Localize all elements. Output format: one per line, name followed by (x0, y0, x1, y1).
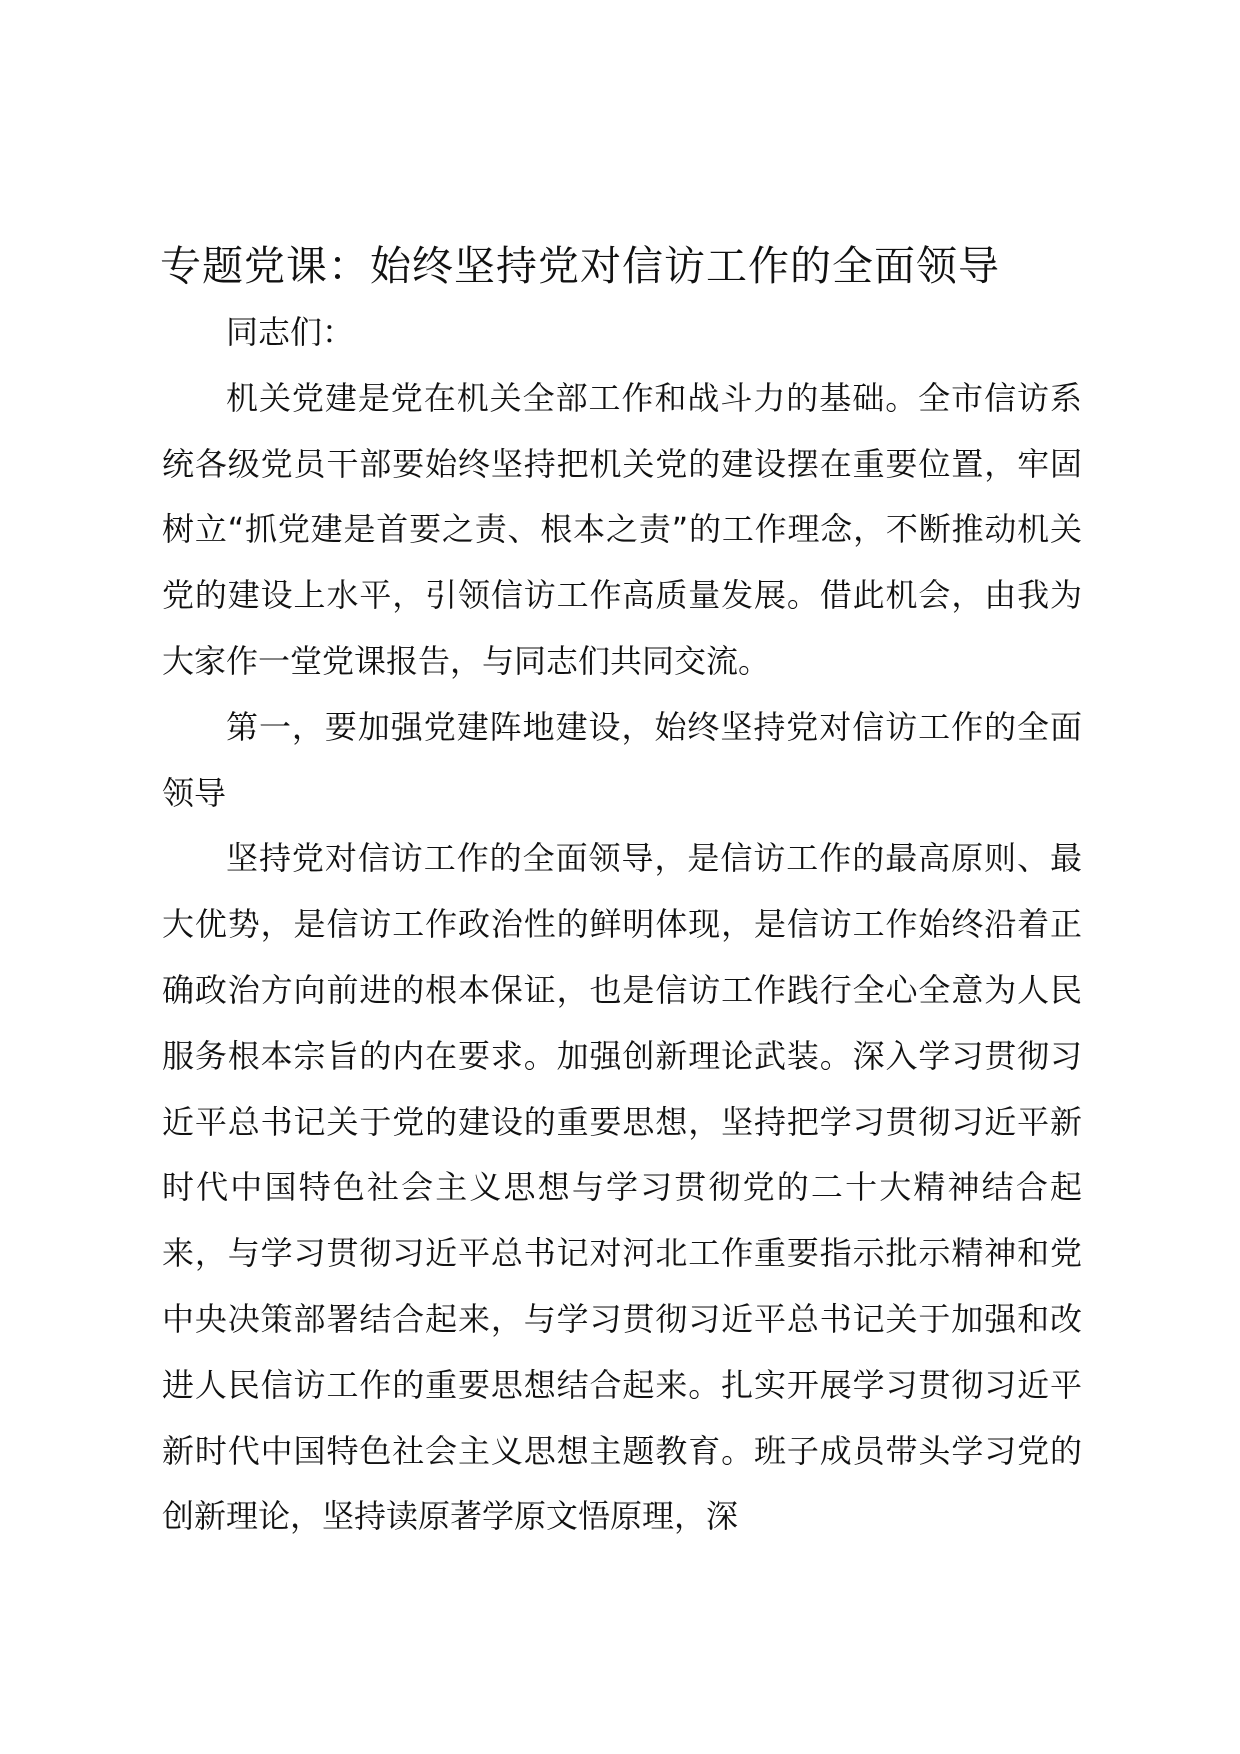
document-body (162, 300, 1082, 1550)
body-paragraph: 坚持党对信访工作的全面领导，是信访工作的最高原则、最大优势，是信访工作政治性的鲜明体现，是信访工作始终沿着正确政治方向前进的根本保证，也是信访工作践行全心全意为人民服务根本宗旨的内在要求。加强创新理论武装。深入学习贯彻习近平总书记关于党的建设的重要思想，坚持把学习贯彻习近平新时代中国特色社会主义思想与学习贯彻党的二十大精神结合起来，与学习贯彻习近平总书记对河北工作重要指示批示精神和党中央决策部署结合起来，与学习贯彻习近平总书记关于加强和改进人民信访工作的重要思想结合起来。扎实开展学习贯彻习近平新时代中国特色社会主义思想主题教育。班子成员带头学习党的创新理论，坚持读原著学原文悟原理，深 (162, 839, 1082, 1536)
section-heading-paragraph: 第一，要加强党建阵地建设，始终坚持党对信访工作的全面领导 (162, 707, 1082, 812)
salutation-paragraph: 同志们： (226, 313, 355, 351)
document-title: 专题党课：始终坚持党对信访工作的全面领导 (160, 242, 1000, 290)
intro-paragraph: 机关党建是党在机关全部工作和战斗力的基础。全市信访系统各级党员干部要始终坚持把机关党的建设摆在重要位置，牢固树立“抓党建是首要之责、根本之责”的工作理念，不断推动机关党的建设上水平，引领信访工作高质量发展。借此机会，由我为大家作一堂党课报告，与同志们共同交流。 (162, 378, 1082, 680)
